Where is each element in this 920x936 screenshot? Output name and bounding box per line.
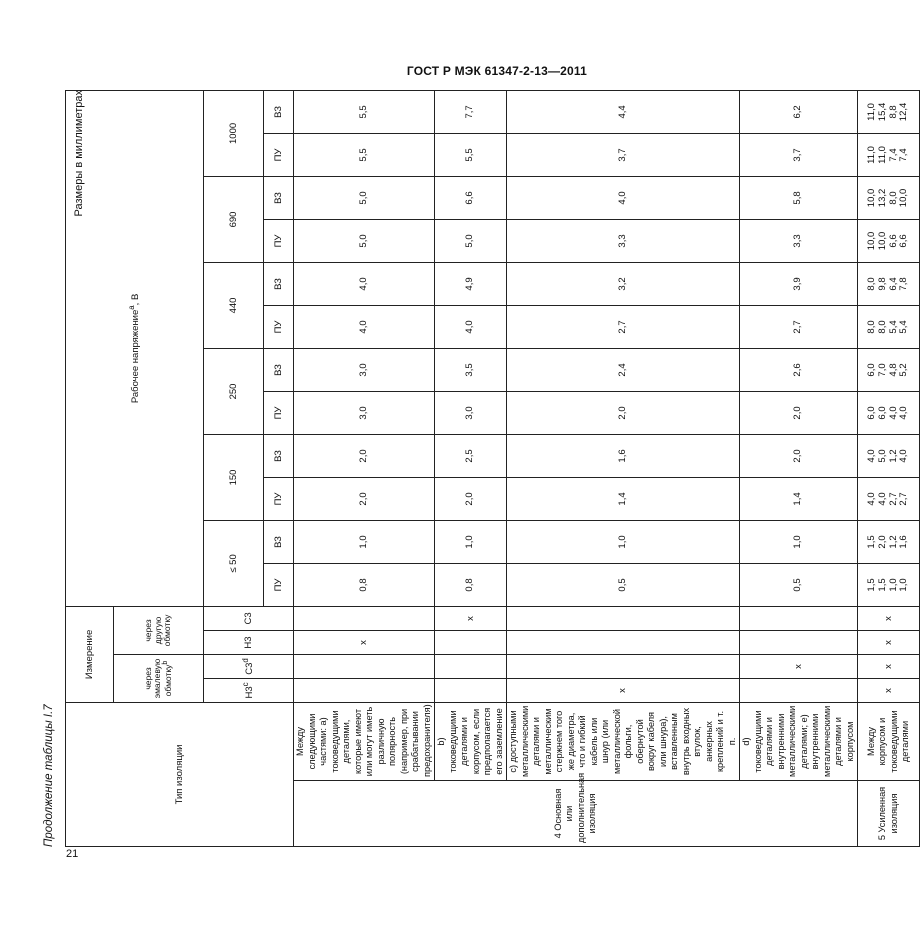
clearance-value: 3,2 (507, 262, 740, 305)
clearance-value (858, 90, 920, 133)
clearance-value: 2,0 (435, 477, 507, 520)
clearance-subvalue: 1,6 (898, 535, 910, 549)
clearance-value: 5,5 (294, 90, 435, 133)
clearance-value: 0,8 (294, 563, 435, 606)
pu-1: ПУ (264, 477, 294, 520)
clearance-subvalue: 1,2 (887, 449, 899, 463)
clearance-subvalue: 4,0 (898, 406, 910, 420)
pu-3: ПУ (264, 305, 294, 348)
clearance-subvalue: 12,4 (898, 102, 910, 122)
measurement-mark (507, 630, 740, 654)
clearance-value: 4,4 (507, 90, 740, 133)
clearance-value: 1,6 (507, 434, 740, 477)
clearance-subvalue: 8,8 (887, 105, 899, 119)
header-through-varnish: через эмалевую обмотку$^b$ (114, 654, 204, 702)
clearance-subvalue: 7,4 (898, 148, 910, 162)
clearance-value: 1,4 (507, 477, 740, 520)
clearance-value (858, 348, 920, 391)
voltage-5: 1000 (204, 90, 264, 176)
row-description: Между следующими частями: а) токоведущими деталями, которые имеют или могут иметь различную полярность (например, при срабатывании предохранителя) (294, 702, 435, 780)
clearance-subvalue: 10,0 (876, 231, 888, 251)
clearance-subvalue: 6,0 (876, 406, 888, 420)
clearance-subvalue: 10,0 (865, 188, 877, 208)
measurement-mark (435, 654, 507, 678)
measurement-mark: x (858, 654, 920, 678)
clearance-value: 3,0 (294, 348, 435, 391)
measurement-mark: x (507, 678, 740, 702)
category-reinforced: 5 Усиленная изоляция (858, 781, 920, 847)
clearance-value (858, 477, 920, 520)
clearance-value: 4,0 (294, 262, 435, 305)
clearance-subvalue: 6,6 (898, 234, 910, 248)
clearance-subvalue: 8,0 (865, 277, 877, 291)
clearance-value (858, 434, 920, 477)
clearance-subvalue: 6,0 (865, 363, 877, 377)
table-row (858, 90, 920, 846)
vz-1: ВЗ (264, 434, 294, 477)
clearance-subvalue: 11,0 (865, 146, 877, 164)
clearance-subvalue: 5,4 (887, 320, 899, 334)
clearance-subvalue: 9,8 (876, 277, 888, 291)
clearance-table (65, 90, 920, 847)
clearance-value: 5,0 (294, 219, 435, 262)
table-continuation-caption: Продолжение таблицы I.7 (43, 704, 55, 847)
header-measurement: Измерение (66, 606, 114, 702)
clearance-subvalue: 6,6 (887, 234, 899, 248)
clearance-value: 5,5 (435, 133, 507, 176)
clearance-subvalue: 7,4 (887, 148, 899, 162)
clearance-value: 4,0 (507, 176, 740, 219)
vz-2: ВЗ (264, 348, 294, 391)
clearance-subvalue: 4,0 (887, 406, 899, 420)
vz-0: ВЗ (264, 520, 294, 563)
clearance-value (858, 391, 920, 434)
clearance-subvalue: 4,0 (865, 492, 877, 506)
clearance-subvalue: 11,0 (876, 146, 888, 164)
clearance-subvalue: 1,0 (887, 578, 899, 592)
clearance-value: 2,0 (740, 391, 858, 434)
row-description: c) доступными металлическими деталями и металлическим стержнем того же диаметра, что и гибкий кабель или шнур (или металлической фольги, обернутой вокруг кабеля или шнура), вставленным внутрь входных втулок, анкерных креплений и т. п. (507, 702, 740, 780)
header-through-other: через другую обмотку (114, 606, 204, 654)
clearance-value (858, 133, 920, 176)
clearance-subvalue: 2,7 (887, 492, 899, 506)
clearance-value (858, 262, 920, 305)
header-sub-3: Н3 (204, 630, 294, 654)
clearance-value: 1,0 (740, 520, 858, 563)
clearance-value: 7,7 (435, 90, 507, 133)
clearance-value: 4,9 (435, 262, 507, 305)
measurement-mark: x (858, 678, 920, 702)
vz-4: ВЗ (264, 176, 294, 219)
units-note: Размеры в миллиметрах (73, 90, 85, 217)
clearance-subvalue: 6,4 (887, 277, 899, 291)
clearance-subvalue: 4,0 (876, 492, 888, 506)
clearance-subvalue: 5,0 (876, 449, 888, 463)
clearance-value: 3,3 (507, 219, 740, 262)
clearance-value: 2,6 (740, 348, 858, 391)
clearance-subvalue: 15,4 (876, 102, 888, 122)
table-row (435, 90, 507, 846)
measurement-mark: x (858, 630, 920, 654)
header-sub-4: С3 (204, 606, 294, 630)
clearance-value: 5,8 (740, 176, 858, 219)
clearance-subvalue: 1,5 (876, 578, 888, 592)
clearance-subvalue: 1,0 (898, 578, 910, 592)
measurement-mark (435, 630, 507, 654)
rotated-table-frame (43, 90, 910, 847)
clearance-value: 2,0 (507, 391, 740, 434)
clearance-value: 5,0 (294, 176, 435, 219)
pu-0: ПУ (264, 563, 294, 606)
clearance-subvalue: 1,5 (865, 535, 877, 549)
clearance-value: 3,5 (435, 348, 507, 391)
measurement-mark: x (435, 606, 507, 630)
clearance-subvalue: 1,5 (865, 578, 877, 592)
header-working-voltage: Рабочее напряжение$^a$, В (66, 90, 204, 606)
voltage-1: 150 (204, 434, 264, 520)
clearance-value: 5,0 (435, 219, 507, 262)
clearance-value: 1,0 (435, 520, 507, 563)
voltage-2: 250 (204, 348, 264, 434)
clearance-value: 2,0 (740, 434, 858, 477)
clearance-subvalue: 6,0 (865, 406, 877, 420)
header-sub-2: С3$^d$ (204, 654, 294, 678)
measurement-mark (294, 678, 435, 702)
table-row (740, 90, 858, 846)
measurement-mark (507, 606, 740, 630)
clearance-value: 2,7 (507, 305, 740, 348)
clearance-subvalue: 7,0 (876, 363, 888, 377)
header-sub-1: Н3$^c$ (204, 678, 294, 702)
row-description: d) токоведущими деталями и внутренними металлическими деталями; e) внутренними металлическими деталями и корпусом (740, 702, 858, 780)
clearance-value: 4,0 (294, 305, 435, 348)
clearance-subvalue: 2,0 (876, 535, 888, 549)
clearance-subvalue: 8,0 (887, 191, 899, 205)
clearance-value: 2,7 (740, 305, 858, 348)
measurement-mark (507, 654, 740, 678)
header-insulation-type: Тип изоляции (66, 702, 294, 846)
voltage-0: ≤ 50 (204, 520, 264, 606)
clearance-subvalue: 10,0 (865, 231, 877, 251)
measurement-mark (740, 606, 858, 630)
clearance-value: 2,0 (294, 434, 435, 477)
clearance-value: 2,5 (435, 434, 507, 477)
measurement-mark (294, 606, 435, 630)
clearance-value: 0,8 (435, 563, 507, 606)
clearance-subvalue: 8,0 (876, 320, 888, 334)
clearance-value (858, 219, 920, 262)
clearance-value (858, 563, 920, 606)
measurement-mark (435, 678, 507, 702)
clearance-value: 0,5 (507, 563, 740, 606)
clearance-value: 4,0 (435, 305, 507, 348)
clearance-value: 6,2 (740, 90, 858, 133)
clearance-value: 1,0 (507, 520, 740, 563)
pu-5: ПУ (264, 133, 294, 176)
clearance-subvalue: 2,7 (898, 492, 910, 506)
clearance-subvalue: 7,8 (898, 277, 910, 291)
measurement-mark: x (858, 606, 920, 630)
clearance-value: 3,0 (435, 391, 507, 434)
measurement-mark (740, 678, 858, 702)
table-row (294, 90, 435, 846)
pu-4: ПУ (264, 219, 294, 262)
measurement-mark (294, 654, 435, 678)
clearance-subvalue: 8,0 (865, 320, 877, 334)
clearance-subvalue: 4,8 (887, 363, 899, 377)
clearance-value: 3,9 (740, 262, 858, 305)
clearance-value: 1,0 (294, 520, 435, 563)
clearance-subvalue: 11,0 (865, 103, 877, 121)
clearance-value: 6,6 (435, 176, 507, 219)
clearance-value: 2,0 (294, 477, 435, 520)
measurement-mark: x (294, 630, 435, 654)
page-number: 21 (66, 848, 79, 860)
voltage-3: 440 (204, 262, 264, 348)
clearance-subvalue: 1,2 (887, 535, 899, 549)
vz-3: ВЗ (264, 262, 294, 305)
document-header: ГОСТ Р МЭК 61347-2-13—2011 (406, 64, 587, 78)
category-basic: 4 Основная или дополнительная изоляция (294, 781, 858, 847)
vz-5: ВЗ (264, 90, 294, 133)
pu-2: ПУ (264, 391, 294, 434)
clearance-subvalue: 4,0 (898, 449, 910, 463)
measurement-mark (740, 630, 858, 654)
clearance-subvalue: 5,4 (898, 320, 910, 334)
clearance-value: 0,5 (740, 563, 858, 606)
clearance-value: 3,7 (507, 133, 740, 176)
clearance-value: 3,7 (740, 133, 858, 176)
clearance-value (858, 520, 920, 563)
measurement-mark: x (740, 654, 858, 678)
clearance-subvalue: 5,2 (898, 363, 910, 377)
clearance-value: 3,3 (740, 219, 858, 262)
clearance-subvalue: 4,0 (865, 449, 877, 463)
row-description: b) токоведущими деталями и корпусом, если предполагается его заземление (435, 702, 507, 780)
voltage-4: 690 (204, 176, 264, 262)
clearance-subvalue: 10,0 (898, 188, 910, 208)
clearance-value: 1,4 (740, 477, 858, 520)
clearance-value: 3,0 (294, 391, 435, 434)
clearance-value: 5,5 (294, 133, 435, 176)
row-description: Между корпусом и токоведущими деталями (858, 702, 920, 780)
clearance-subvalue: 13,2 (876, 188, 888, 208)
clearance-value (858, 305, 920, 348)
clearance-value: 2,4 (507, 348, 740, 391)
clearance-value (858, 176, 920, 219)
table-row (507, 90, 740, 846)
table-body (294, 90, 920, 846)
